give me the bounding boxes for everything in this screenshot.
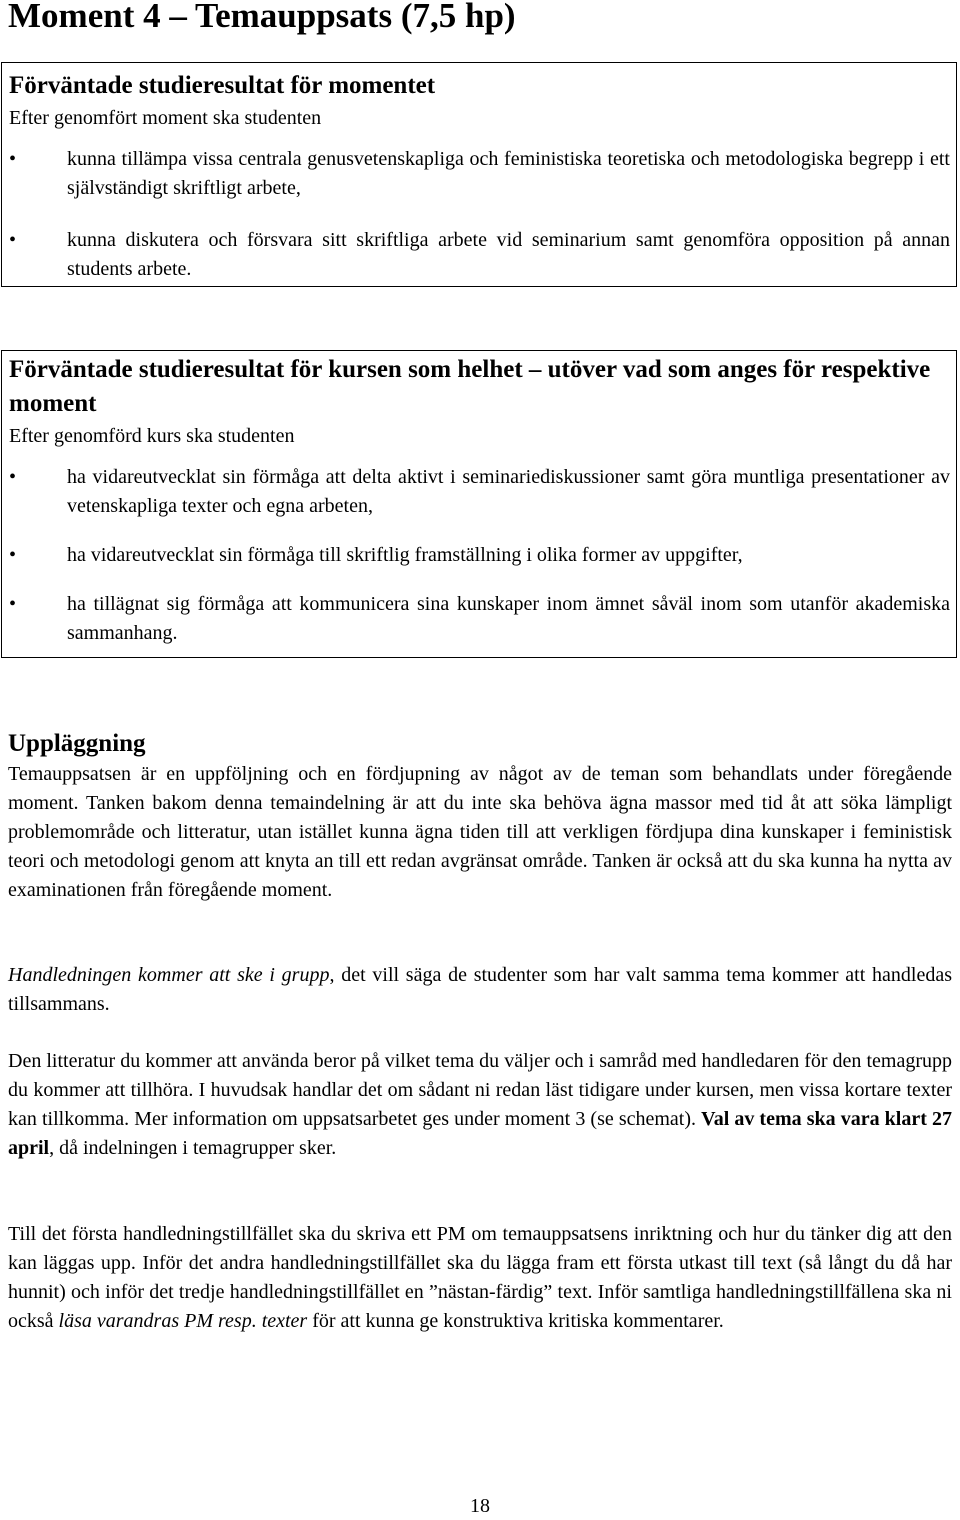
bullet-icon: • (9, 466, 17, 488)
list-item (9, 226, 950, 284)
list-item-text: ha vidareutvecklat sin förmåga att delta aktivt i seminariediskussioner samt göra muntliga presentationer av vetenskapliga texter och egna arbeten, (67, 466, 950, 517)
emphasis-text: läsa varandras PM resp. texter (58, 1310, 308, 1332)
upplaggning-paragraph-2 (8, 961, 952, 1019)
course-outcomes-list (9, 463, 950, 648)
upplaggning-paragraph-4 (8, 1220, 952, 1336)
paragraph-text: , det vill säga de studenter som har valt samma tema kommer att handledas tillsammans. (8, 964, 952, 1015)
upplaggning-section (8, 727, 952, 761)
paragraph-text: Den litteratur du kommer att använda beror på vilket tema du väljer och i samråd med handledaren för den temagrupp du kommer att tillhöra. I huvudsak handlar det om sådant ni redan läst tidigare under kursen, men vissa kortare texter kan tillkomma. Mer information om uppsatsarbetet ges under moment 3 (se schemat). (8, 1050, 952, 1130)
page-title: Moment 4 – Temauppsats (7,5 hp) (8, 0, 516, 35)
course-outcomes-intro: Efter genomförd kurs ska studenten (9, 425, 295, 447)
page-number: 18 (470, 1495, 490, 1517)
paragraph-text: för att kunna ge konstruktiva kritiska kommentarer. (307, 1310, 724, 1332)
list-item-text: ha vidareutvecklat sin förmåga till skriftlig framställning i olika former av uppgifter, (67, 544, 743, 566)
moment-outcomes-heading: Förväntade studieresultat för momentet (9, 72, 436, 99)
paragraph-text: Till det första handledningstillfället ska du skriva ett PM om temauppsatsens inriktning och hur du tänker dig att den kan läggas upp. Inför det andra handledningstillfället ska du lägga fram ett första utkast till text (så långt du då har hunnit) och inför det tredje handledningstillfället en ”nästan-färdig” text. Inför samtliga handledningstillfällena ska ni också (8, 1223, 952, 1332)
emphasis-text: Handledningen kommer att ske i grupp (8, 964, 330, 986)
deadline-text: Val av tema ska vara klart 27 april (8, 1108, 952, 1159)
upplaggning-paragraph-3 (8, 1047, 952, 1163)
list-item-text: ha tillägnat sig förmåga att kommunicera sina kunskaper inom ämnet såväl inom som utanför akademiska sammanhang. (67, 593, 950, 644)
list-item (9, 145, 950, 203)
moment-outcomes-intro: Efter genomfört moment ska studenten (9, 107, 322, 129)
course-outcomes-heading: Förväntade studieresultat för kursen som helhet – utöver vad som anges för respektive moment (9, 356, 931, 417)
list-item-text: kunna diskutera och försvara sitt skriftliga arbete vid seminarium samt genomföra opposition på annan students arbete. (67, 229, 950, 280)
moment-outcomes-list (9, 145, 950, 284)
bullet-icon: • (9, 544, 17, 566)
bullet-icon: • (9, 593, 17, 615)
upplaggning-heading: Uppläggning (8, 730, 146, 757)
list-item (9, 590, 950, 648)
list-item (9, 541, 950, 570)
upplaggning-paragraph-1: Temauppsatsen är en uppföljning och en fördjupning av något av de teman som behandlats under föregående moment. Tanken bakom denna temaindelning är att du inte ska behöva ägna massor med tid åt att söka lämpligt problemområde och litteratur, utan istället kunna ägna tiden till att verkligen fördjupa dina kunskaper i feministisk teori och metodologi genom att knyta an till ett redan avgränsat område. Tanken är också att du ska kunna ha nytta av examinationen från föregående moment. (8, 763, 952, 901)
course-outcomes-box (1, 350, 957, 658)
bullet-icon: • (9, 229, 17, 251)
paragraph-text: , då indelningen i temagrupper sker. (49, 1137, 337, 1159)
moment-outcomes-box (1, 62, 957, 287)
bullet-icon: • (9, 148, 17, 170)
list-item (9, 463, 950, 521)
list-item-text: kunna tillämpa vissa centrala genusvetenskapliga och feministiska teoretiska och metodologiska begrepp i ett självständigt skriftligt arbete, (67, 148, 950, 199)
